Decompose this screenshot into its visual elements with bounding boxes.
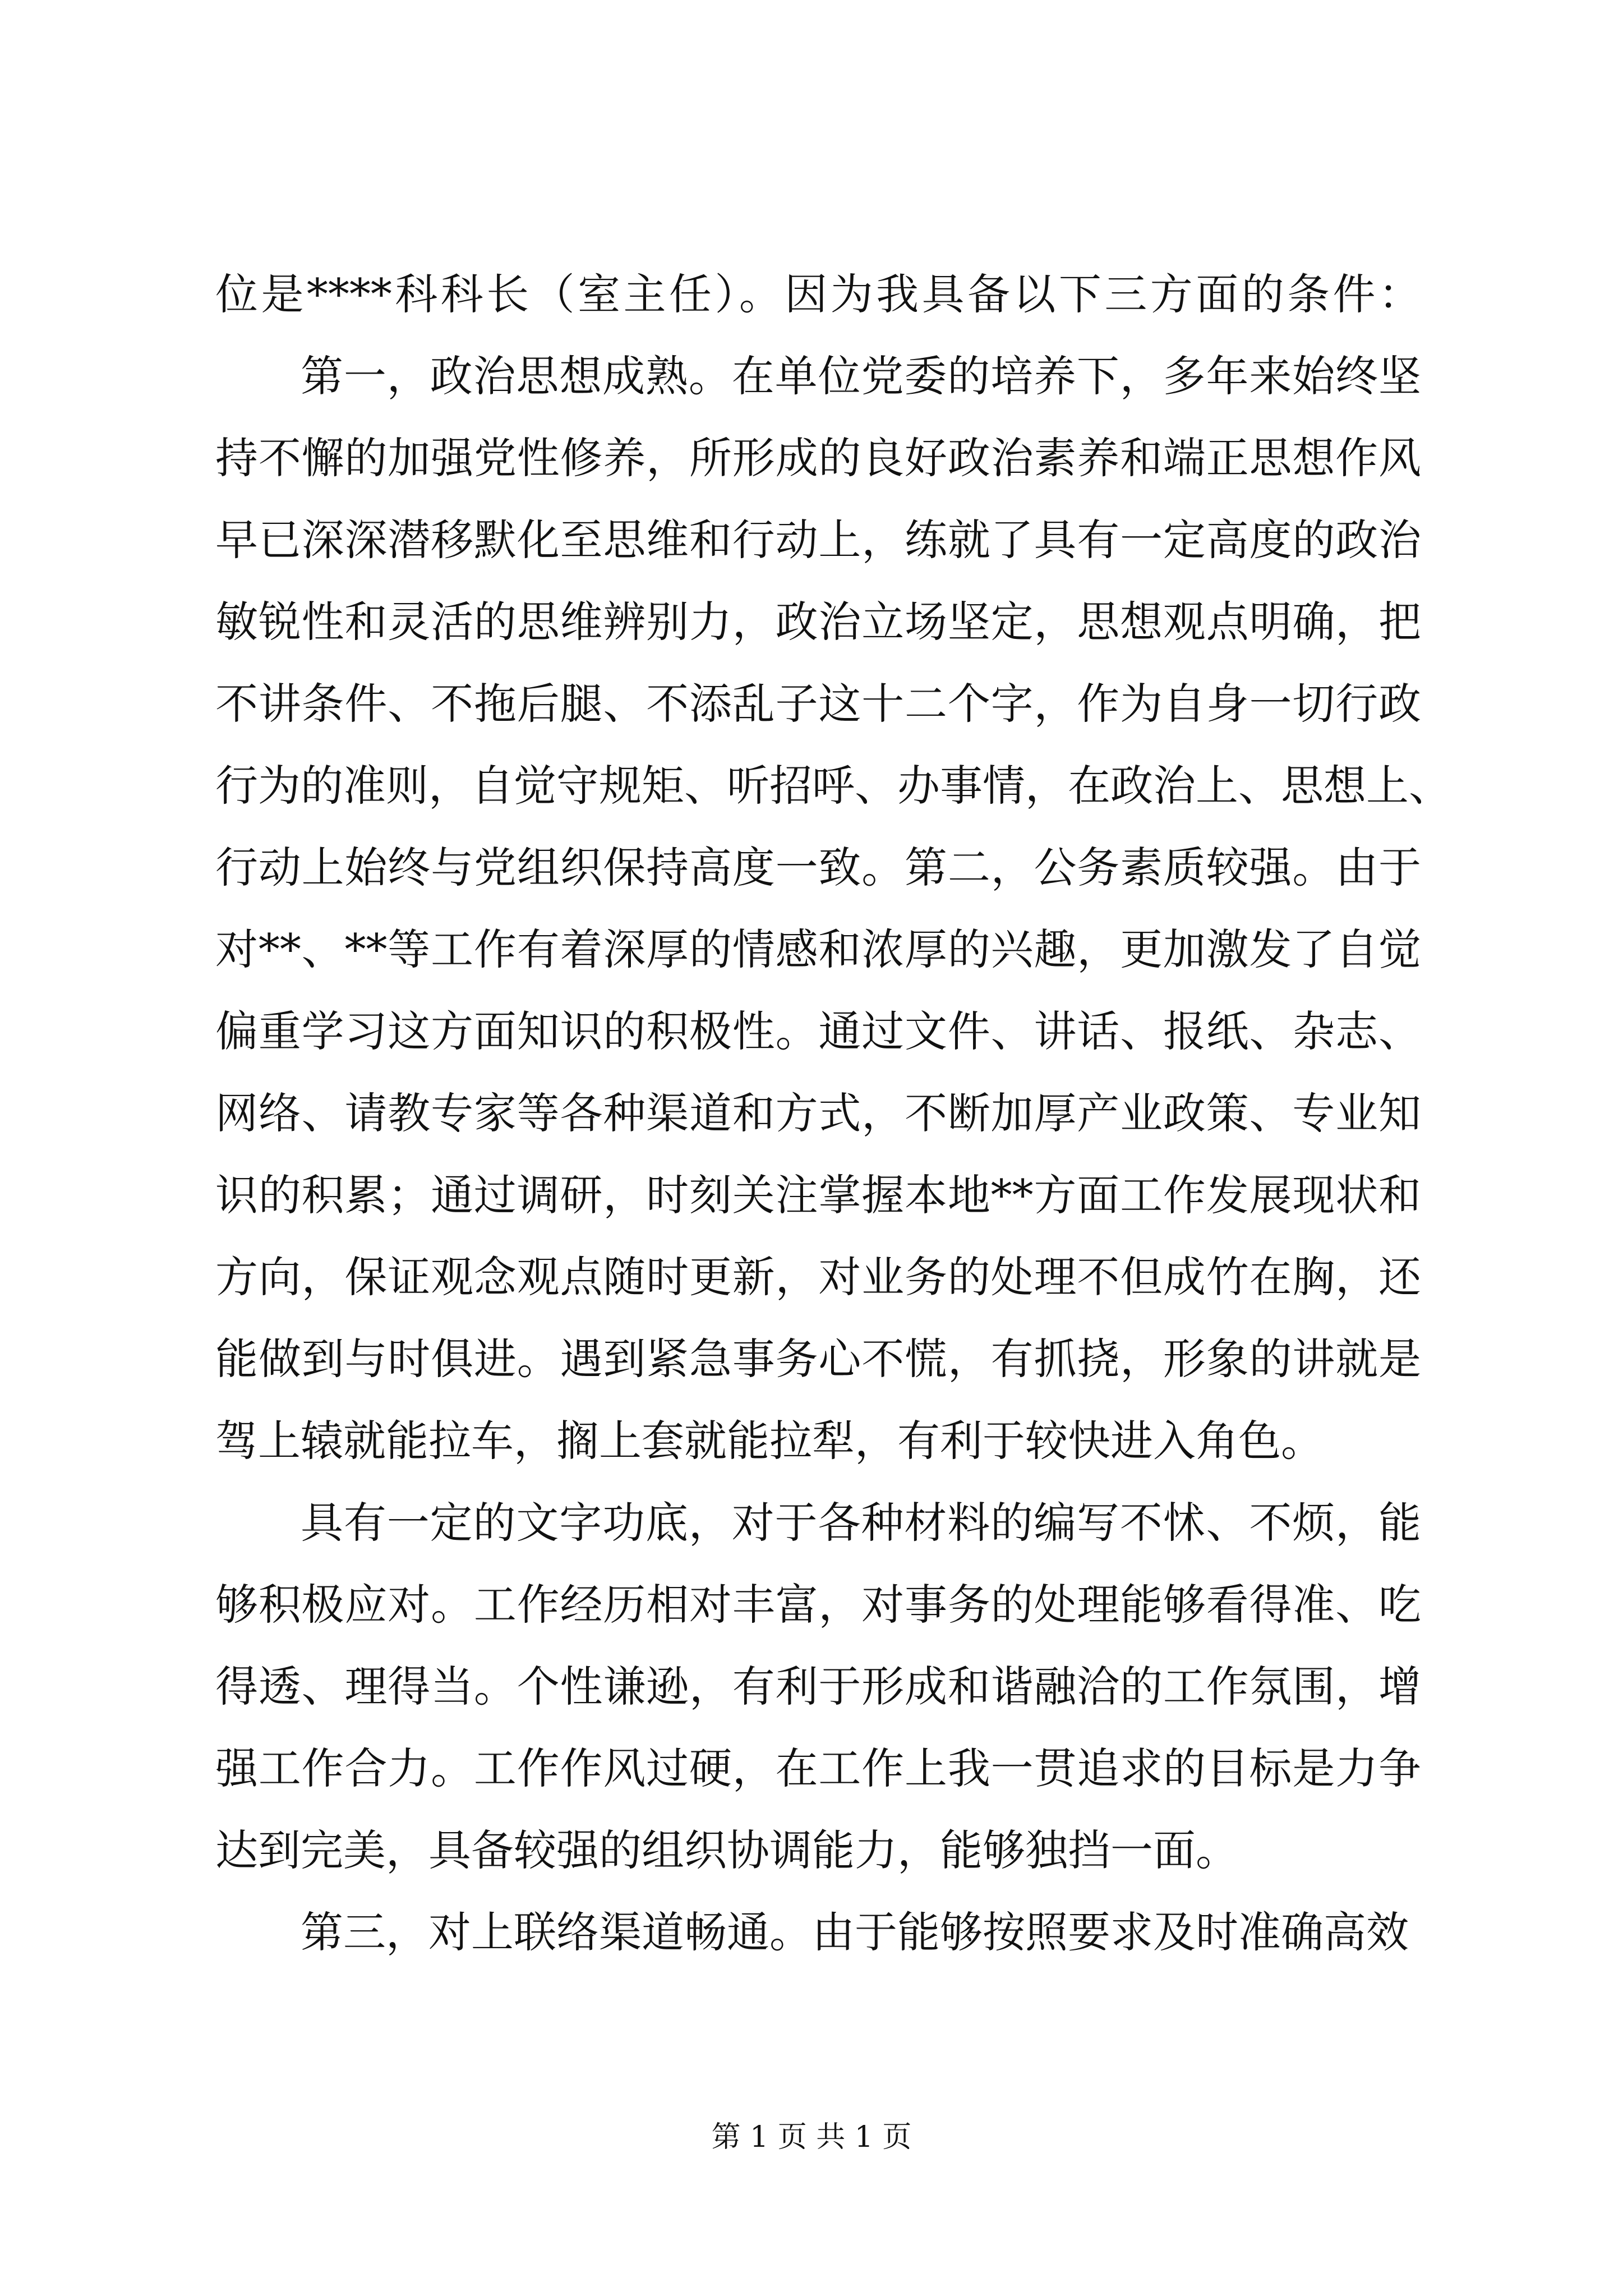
text-line: 网络、请教专家等各种渠道和方式，不断加厚产业政策、专业知 (215, 1088, 1421, 1138)
text-line: 方向，保证观念观点随时更新，对业务的处理不但成竹在胸，还 (215, 1252, 1421, 1302)
text-line: 行为的准则，自觉守规矩、听招呼、办事情，在政治上、思想上、 (215, 761, 1451, 811)
text-line: 得透、理得当。个性谦逊，有利于形成和谐融洽的工作氛围，增 (215, 1662, 1421, 1711)
text-line: 敏锐性和灵活的思维辨别力，政治立场坚定，思想观点明确，把 (215, 597, 1421, 647)
text-line: 不讲条件、不拖后腿、不添乱子这十二个字，作为自身一切行政 (215, 679, 1421, 729)
text-line: 持不懈的加强党性修养，所形成的良好政治素养和端正思想作风 (215, 433, 1421, 483)
text-line: 位是****科科长（室主任）。因为我具备以下三方面的条件： (215, 269, 1421, 319)
page-number-label: 第 1 页 共 1 页 (711, 2120, 912, 2154)
text-line: 偏重学习这方面知识的积极性。通过文件、讲话、报纸、杂志、 (215, 1006, 1421, 1056)
text-line: 行动上始终与党组织保持高度一致。第二，公务素质较强。由于 (215, 843, 1421, 892)
text-line: 第三，对上联络渠道畅通。由于能够按照要求及时准确高效 (301, 1907, 1409, 1957)
text-line: 够积极应对。工作经历相对丰富，对事务的处理能够看得准、吃 (215, 1580, 1421, 1630)
document-body (215, 254, 1451, 1973)
text-line: 达到完美，具备较强的组织协调能力，能够独挡一面。 (215, 1825, 1238, 1875)
text-line: 驾上辕就能拉车，搁上套就能拉犁，有利于较快进入角色。 (215, 1416, 1324, 1466)
text-line: 具有一定的文字功底，对于各种材料的编写不怵、不烦，能 (301, 1498, 1421, 1548)
text-line: 强工作合力。工作作风过硬，在工作上我一贯追求的目标是力争 (215, 1743, 1421, 1793)
text-line: 识的积累；通过调研，时刻关注掌握本地**方面工作发展现状和 (215, 1170, 1421, 1220)
page-footer (0, 2118, 1623, 2157)
text-line: 能做到与时俱进。遇到紧急事务心不慌，有抓挠，形象的讲就是 (215, 1334, 1421, 1384)
text-line: 第一，政治思想成熟。在单位党委的培养下，多年来始终坚 (301, 351, 1421, 401)
text-line: 早已深深潜移默化至思维和行动上，练就了具有一定高度的政治 (215, 515, 1421, 565)
text-line: 对**、**等工作有着深厚的情感和浓厚的兴趣，更加激发了自觉 (215, 924, 1421, 974)
